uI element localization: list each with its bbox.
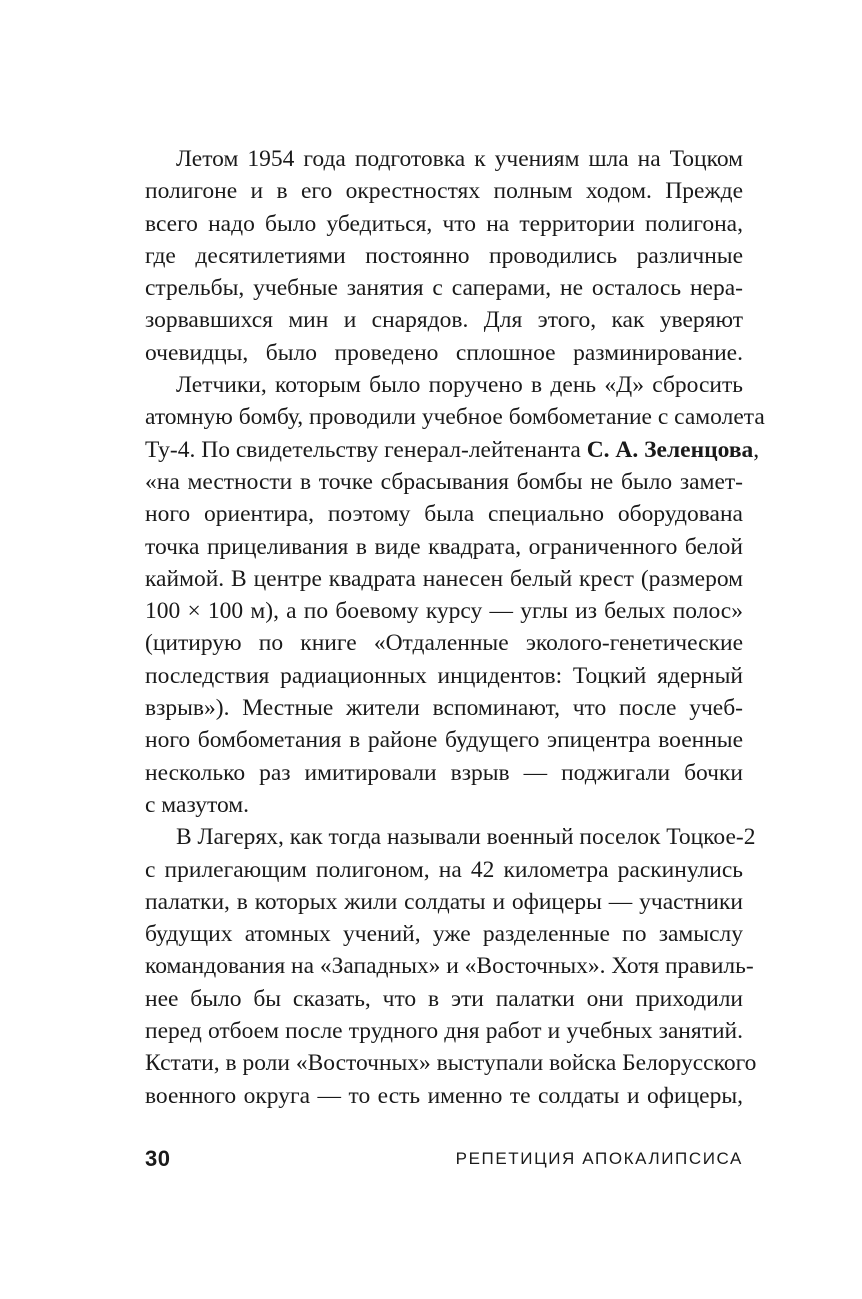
text-line: Летчики, которым было поручено в день «Д» сбросить [176,372,743,399]
text-line: полигоне и в его окрестностях полным ходом. Прежде [145,178,743,205]
text-line: военного округа — то есть именно те солдаты и офицеры, [145,1082,743,1109]
text-line: где десятилетиями постоянно проводились различные [145,242,743,269]
name-suffix: , [753,436,760,463]
text-line: последствия радиационных инцидентов: Тоцкий ядерный [145,662,743,689]
text-line: Кстати, в роли «Восточных» выступали войска Белорусского [145,1050,757,1077]
text-line: палатки, в которых жили солдаты и офицеры — участники [145,888,743,915]
text-line: с мазутом. [145,791,249,818]
page-footer [145,1146,743,1176]
text-line-with-name [145,434,760,466]
text-line-start: Ту-4. По свидетельству генерал-лейтенанта [145,436,587,463]
text-line: зорвавшихся мин и снарядов. Для этого, как уверяют [145,307,743,334]
text-line: В Лагерях, как тогда называли военный поселок Тоцкое-2 [176,824,756,851]
text-line: ного ориентира, поэтому была специально оборудована [145,501,743,528]
text-line: Летом 1954 года подготовка к учениям шла на Тоцком [176,146,743,172]
text-line: стрельбы, учебные занятия с саперами, не осталось нера- [145,275,743,302]
text-line: всего надо было убедиться, что на территории полигона, [145,210,743,237]
text-line: 100 × 100 м), а по боевому курсу — углы из белых полос» [145,598,743,625]
text-line: с прилегающим полигоном, на 42 километра раскинулись [145,856,743,883]
text-line: атомную бомбу, проводили учебное бомбометание с самолета [145,404,765,431]
page-number: 30 [145,1146,171,1171]
body-text [145,143,765,1112]
text-line: будущих атомных учений, уже разделенные по замыслу [145,921,743,948]
text-line: перед отбоем после трудного дня работ и учебных занятий. [145,1018,743,1045]
text-line: командования на «Западных» и «Восточных». Хотя правиль- [145,953,754,980]
text-line: нее было бы сказать, что в эти палатки они приходили [145,985,743,1012]
text-line: (цитирую по книге «Отдаленные эколого-генетические [145,630,743,657]
person-name: С. А. Зеленцова [586,436,754,463]
text-line: очевидцы, было проведено сплошное разминирование. [145,339,743,366]
text-line: каймой. В центре квадрата нанесен белый крест (размером [145,565,743,592]
text-line: ного бомбометания в районе будущего эпицентра военные [145,727,743,754]
text-line: взрыв»). Местные жители вспоминают, что после учеб- [145,695,743,722]
running-title: РЕПЕТИЦИЯ АПОКАЛИПСИСА [455,1149,743,1168]
text-line: несколько раз имитировали взрыв — поджигали бочки [145,759,743,786]
text-line: «на местности в точке сбрасывания бомбы не было замет- [145,468,743,495]
text-line: точка прицеливания в виде квадрата, ограниченного белой [145,533,743,560]
